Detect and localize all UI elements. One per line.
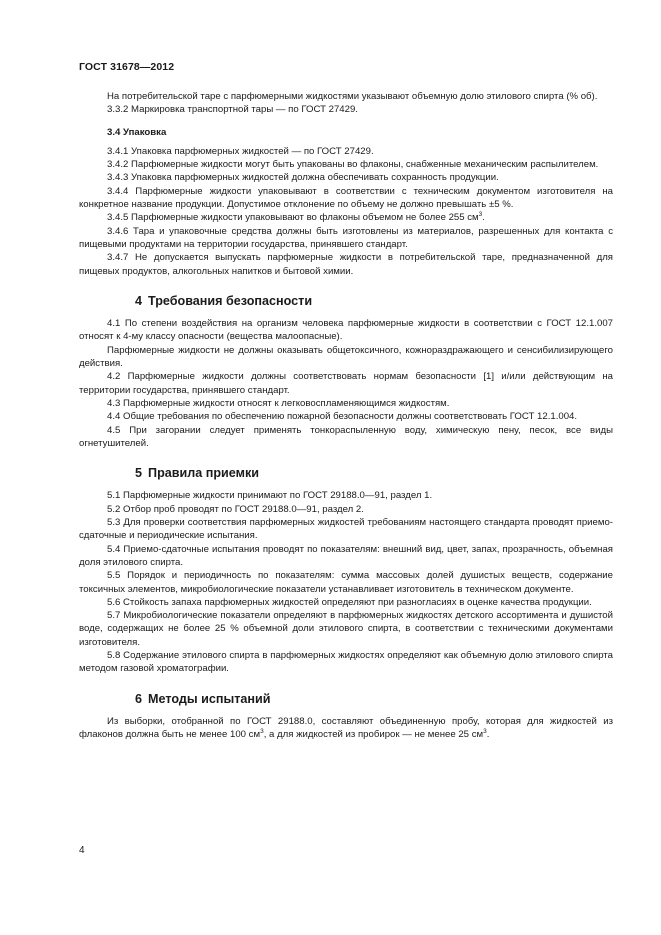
paragraph: 4.3 Парфюмерные жидкости относят к легковоспламеняющимся жидкостям.: [107, 397, 450, 409]
section-number: 6: [135, 691, 143, 706]
paragraph: 5.1 Парфюмерные жидкости принимают по ГОСТ 29188.0—91, раздел 1.: [107, 490, 433, 502]
paragraph: 3.4.7 Не допускается выпускать парфюмерные жидкости в потребительской таре, предназначенной для пищевых продуктов, алкогольных напитков и бытовой химии.: [79, 252, 613, 277]
paragraph: 5.6 Стойкость запаха парфюмерных жидкостей определяют при разногласиях в оценке качества продукции.: [107, 596, 592, 608]
superscript: 3: [478, 211, 483, 219]
paragraph: На потребительской таре с парфюмерными жидкостями указывают объемную долю этилового спирта (% об).: [107, 91, 598, 102]
paragraph-end: .: [486, 729, 490, 741]
superscript: 3: [483, 727, 487, 735]
page-number: 4: [79, 845, 85, 856]
paragraph: 4.2 Парфюмерные жидкости должны соответствовать нормам безопасности [1] и/или действующим на территории государства, принявшего стандарт.: [79, 371, 613, 396]
paragraph: 4.5 При загорании следует применять тонкораспыленную воду, химическую пену, песок, все виды огнетушителей.: [79, 424, 613, 449]
paragraph: Парфюмерные жидкости не должны оказывать общетоксичного, кожнораздражающего и сенсибилизирующего действия.: [79, 344, 613, 370]
paragraph: 4.4 Общие требования по обеспечению пожарной безопасности должны соответствовать ГОСТ 12.1.004.: [107, 411, 578, 423]
paragraph: 5.7 Микробиологические показатели определяют в парфюмерных жидкостях детского ассортимента и душистой воде, содержащих не более 25 % объемной доли этилового спирта, в соответствии с техническими документами изготовителя.: [79, 610, 613, 648]
paragraph-text: 3.4.5 Парфюмерные жидкости упаковывают во флаконы объемом не более 255 см: [107, 212, 479, 224]
document-header: ГОСТ 31678—2012: [79, 61, 175, 73]
paragraph: 3.4.2 Парфюмерные жидкости могут быть упакованы во флаконы, снабженные механическим распылителем.: [107, 159, 599, 171]
paragraph: 3.4.4 Парфюмерные жидкости упаковывают в соответствии с техническим документом изготовителя на конкретное название продукции. Допустимое отклонение по объему не должно превышать ±5 %.: [79, 185, 613, 211]
subsection-title-3-4: 3.4 Упаковка: [107, 126, 167, 138]
section-heading-6: [79, 693, 613, 706]
paragraph: 5.8 Содержание этилового спирта в парфюмерных жидкостях определяют как объемную долю этилового спирта методом газовой хроматографии.: [79, 649, 613, 675]
section-number: 5: [135, 466, 143, 481]
paragraph: 5.3 Для проверки соответствия парфюмерных жидкостей требованиям настоящего стандарта проводят приемо-сдаточные и периодические испытания.: [79, 517, 613, 542]
section-heading-5: [79, 467, 613, 480]
paragraph: 5.5 Порядок и периодичность по показателям: сумма массовых долей душистых веществ, содержание токсичных элементов, микробиологические показатели устанавливает изготовитель в техническом документе.: [79, 570, 613, 595]
paragraph-end: .: [482, 212, 485, 224]
superscript: 3: [260, 727, 264, 735]
section-number: 4: [135, 293, 143, 308]
paragraph: 4.1 По степени воздействия на организм человека парфюмерные жидкости в соответствии с ГОСТ 12.1.007 относят к 4-му классу опасности (вещества малоопасные).: [79, 318, 613, 343]
paragraph: 3.4.6 Тара и упаковочные средства должны быть изготовлены из материалов, разрешенных для контакта с пищевыми продуктами на территории государства, принявшего стандарт.: [79, 225, 613, 250]
document-body: [79, 90, 613, 741]
section-title: Правила приемки: [148, 466, 259, 481]
paragraph: 5.2 Отбор проб проводят по ГОСТ 29188.0—91, раздел 2.: [107, 503, 364, 515]
paragraph-text: Из выборки, отобранной по ГОСТ 29188.0, составляют объединенную пробу, которая для жидкостей из флаконов должна быть не менее 100 см: [79, 715, 613, 741]
paragraph-3-4-5: [79, 211, 613, 224]
paragraph-text: , а для жидкостей из пробирок — не менее 25 см: [263, 729, 484, 741]
section-heading-4: [79, 295, 613, 308]
section-title: Требования безопасности: [148, 293, 313, 308]
paragraph: 3.3.2 Маркировка транспортной тары — по ГОСТ 27429.: [107, 104, 358, 116]
paragraph: 3.4.3 Упаковка парфюмерных жидкостей должна обеспечивать сохранность продукции.: [107, 172, 499, 184]
paragraph: 5.4 Приемо-сдаточные испытания проводят по показателям: внешний вид, цвет, запах, прозрачность, объемная доля этилового спирта.: [79, 543, 613, 568]
paragraph-6: [79, 715, 613, 742]
paragraph: 3.4.1 Упаковка парфюмерных жидкостей — по ГОСТ 27429.: [107, 145, 374, 157]
section-title: Методы испытаний: [148, 691, 271, 706]
